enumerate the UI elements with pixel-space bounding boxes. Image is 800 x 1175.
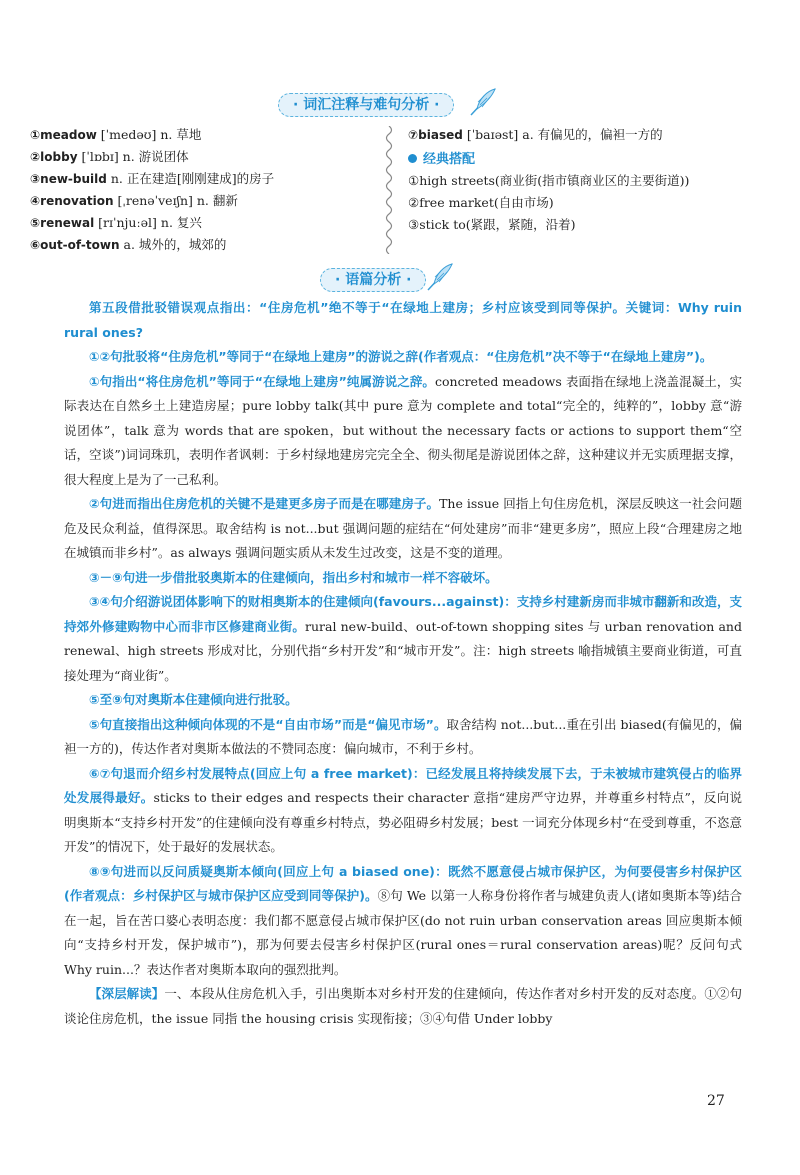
collocation-item: ②free market(自由市场) [408,195,554,210]
analysis-paragraph: ②句进而指出住房危机的关键不是建更多房子而是在哪建房子。The issue 回指上句住房危机，深层反映这一社会问题危及民众利益，值得深思。取舍结构 is not...but 强调问题的症结在“何处建房”而非“建更多房”，照应上段“合理建房之地在城镇而非乡村”。as always 强调问题实质从未发生过改变，这是不变的道理。 [64,496,742,560]
vocab-list-right [408,124,689,236]
vocab-item: ⑦biased [ˈbaɪəst] a. 有偏见的，偏袒一方的 [408,127,663,142]
analysis-section-banner [0,266,800,294]
analysis-paragraph: ⑤句直接指出这种倾向体现的不是“自由市场”而是“偏见市场”。取舍结构 not...but...重在引出 biased(有偏见的，偏袒一方的)，传达作者对奥斯本做法的不赞同态度：偏向城市，不利于乡村。 [64,716,743,756]
vocab-item: ②lobby [ˈlɒbɪ] n. 游说团体 [30,149,189,164]
vocab-item: ⑤renewal [rɪˈnjuːəl] n. 复兴 [30,215,202,230]
vocab-section-banner [0,91,800,119]
analysis-paragraph: ③④句介绍游说团体影响下的财相奥斯本的住建倾向(favours...against)：支持乡村建新房而非城市翻新和改造，支持郊外修建购物中心而非市区修建商业街。rural new-build、out-of-town shopping sites 与 urban renovation and renewal、high streets 形成对比，分别代指“乡村开发”和“城市开发”。注：high streets 喻指城镇主要商业街道，可直接处理为“商业街”。 [64,594,742,683]
analysis-paragraph: ③－⑨句进一步借批驳奥斯本的住建倾向，指出乡村和城市一样不容破坏。 [89,569,498,585]
vocab-section-title: · 词汇注释与难句分析 · [278,93,454,117]
analysis-section-title: · 语篇分析 · [320,268,426,292]
vocab-notes [30,124,770,259]
vocab-item: ①meadow [ˈmedəʊ] n. 草地 [30,127,202,142]
analysis-paragraph: 第五段借批驳错误观点指出：“住房危机”绝不等于“在绿地上建房；乡村应该受到同等保护。关键词：Why ruin rural ones? [64,300,742,340]
page-number: 27 [707,1093,725,1109]
bullet-dot-icon [408,154,417,163]
analysis-paragraph: ⑤至⑨句对奥斯本住建倾向进行批驳。 [89,692,298,707]
vocab-item: ④renovation [ˌrenəˈveɪʃn] n. 翻新 [30,193,238,208]
collocation-heading: 经典搭配 [408,148,689,170]
collocation-item: ③stick to(紧跟，紧随，沿着) [408,217,576,232]
analysis-paragraph: ⑥⑦句退而介绍乡村发展特点(回应上句 a free market)：已经发展且将持续发展下去，于未被城市建筑侵占的临界处发展得最好。sticks to their edges and respects their character 意指“建房严守边界，并尊重乡村特点”，反向说明奥斯本“支持乡村开发”的住建倾向没有尊重乡村特点，势必阻碍乡村发展；best 一词充分体现乡村“在受到尊重，不恣意开发”的情况下，处于最好的发展状态。 [64,765,742,854]
feather-pen-icon [424,260,458,292]
analysis-paragraph: ①句指出“将住房危机”等同于“在绿地上建房”纯属游说之辞。concreted meadows 表面指在绿地上浇盖混凝土，实际表达在自然乡土上建造房屋；pure lobby talk(其中 pure 意为 complete and total“完全的，纯粹的”，lobby 意“游说团体”，talk 意为 words that are spoken，but without the necessary facts or actions to support them“空话，空谈”)词词珠玑，表明作者讽刺：于乡村绿地建房完完全全、彻头彻尾是游说团体之辞，这种建议并无实质理据支撑，很大程度上是为了一己私利。 [64,373,742,487]
collocation-item: ①high streets(商业街(指市镇商业区的主要街道)) [408,173,690,188]
deep-reading-tag: 【深层解读】 [89,986,165,1001]
analysis-paragraph: ⑧⑨句进而以反问质疑奥斯本倾向(回应上句 a biased one)：既然不愿意侵占城市保护区，为何要侵害乡村保护区(作者观点：乡村保护区与城市保护区应受到同等保护)。⑧句 We 以第一人称身份将作者与城建负责人(诸如奥斯本等)结合在一起，旨在苦口婆心表明态度：我们都不愿意侵占城市保护区(do not ruin urban conservation areas 回应奥斯本倾向“支持乡村开发，保护城市”)，那为何要去侵害乡村保护区(rural ones＝rural conservation areas)呢？反问句式 Why ruin...？表达作者对奥斯本取向的强烈批判。 [64,863,742,977]
vocab-item: ③new-build n. 正在建造[刚刚建成]的房子 [30,171,275,186]
discourse-analysis [64,296,742,1031]
feather-pen-icon [467,85,501,117]
vocab-list-left [30,124,274,256]
deep-reading-paragraph: 【深层解读】一、本段从住房危机入手，引出奥斯本对乡村开发的住建倾向，传达作者对乡村开发的反对态度。①②句谈论住房危机，the issue 同指 the housing crisis 实现衔接；③④句借 Under lobby [64,986,742,1026]
wavy-divider [382,126,396,254]
vocab-item: ⑥out-of-town a. 城外的，城郊的 [30,237,227,252]
analysis-paragraph: ①②句批驳将“住房危机”等同于“在绿地上建房”的游说之辞(作者观点：“住房危机”决不等于“在绿地上建房”)。 [89,349,713,364]
